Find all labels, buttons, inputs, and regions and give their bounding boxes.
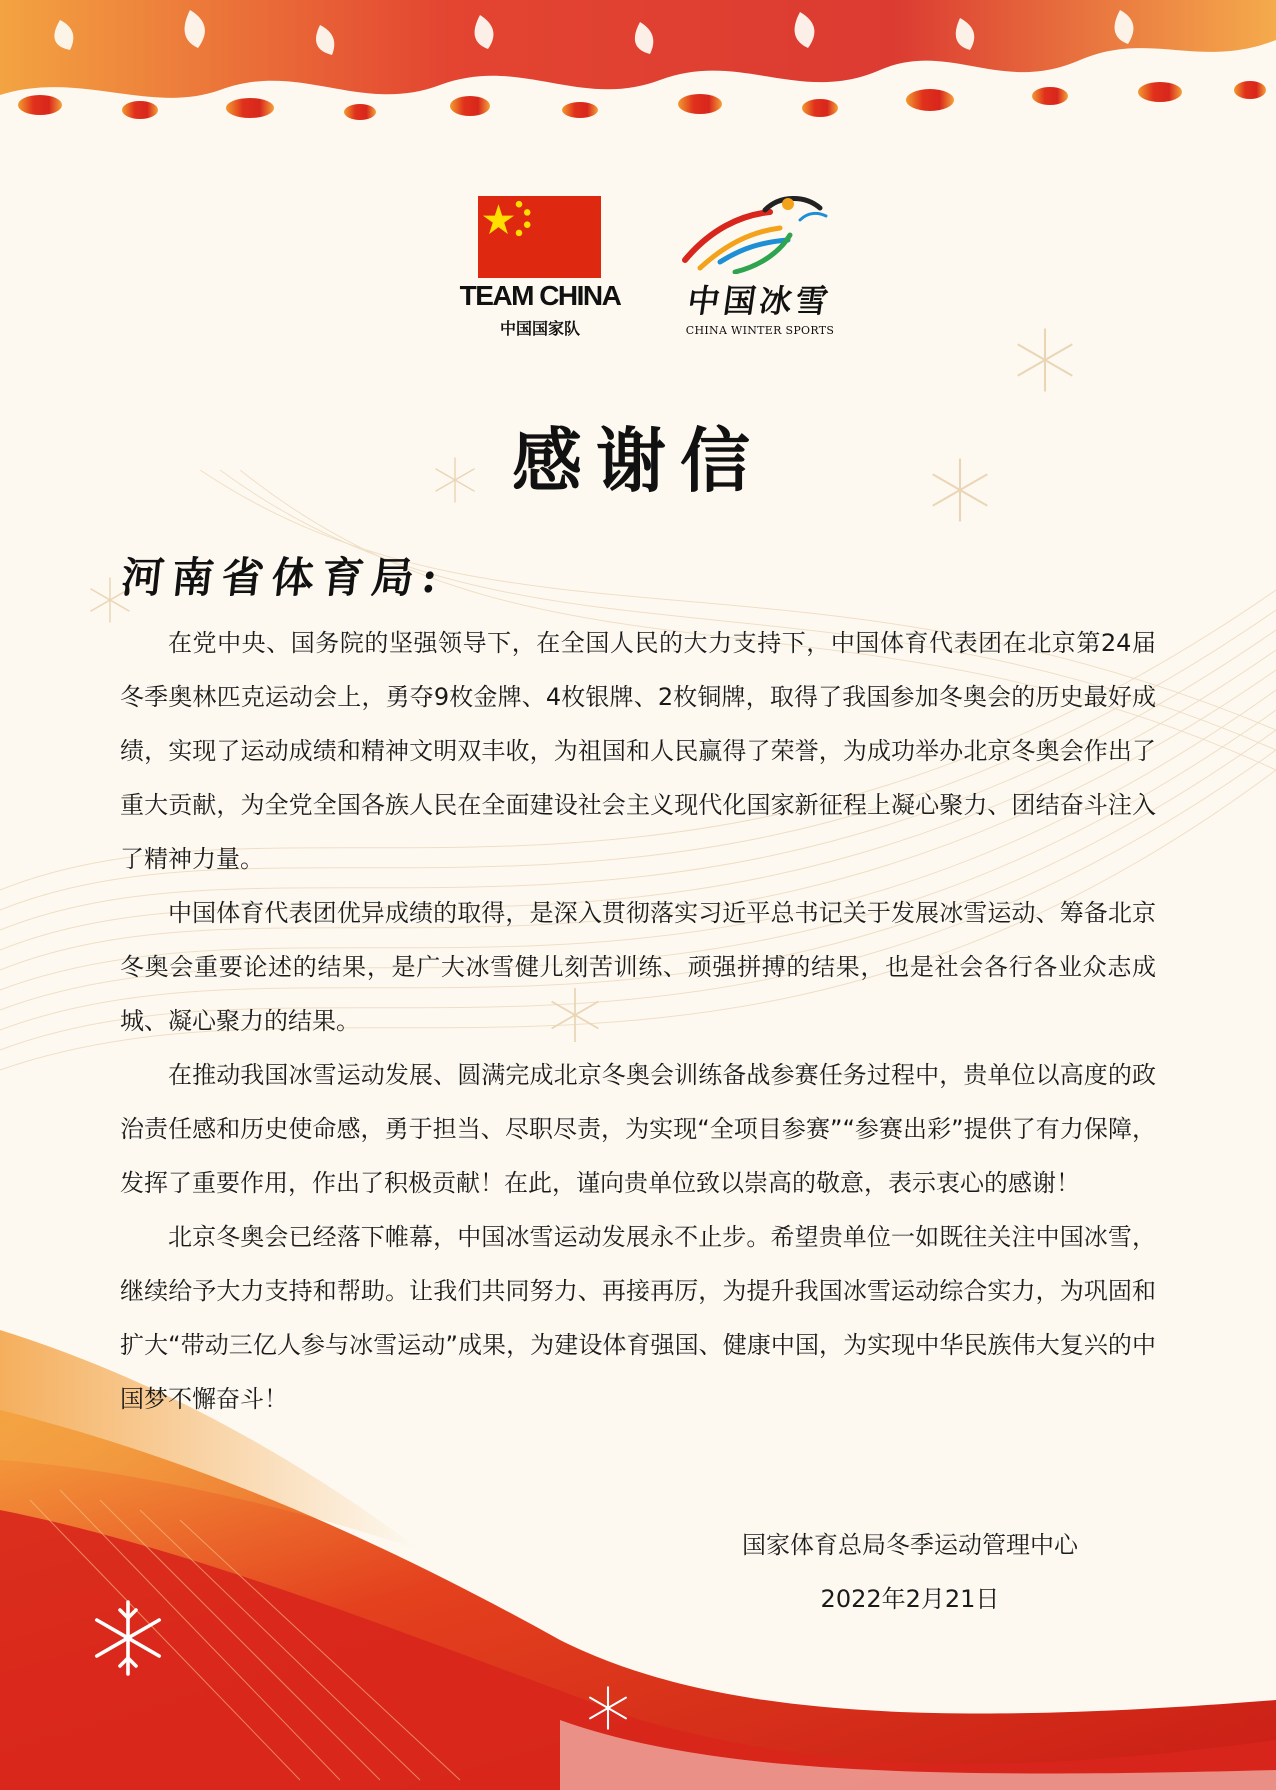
letter-body — [120, 616, 1156, 1426]
snowflake-icon — [585, 1685, 631, 1731]
letter-paragraph: 在党中央、国务院的坚强领导下，在全国人民的大力支持下，中国体育代表团在北京第24届冬季奥林匹克运动会上，勇夺9枚金牌、4枚银牌、2枚铜牌，取得了我国参加冬奥会的历史最好成绩，实现了运动成绩和精神文明双丰收，为祖国和人民赢得了荣誉，为成功举办北京冬奥会作出了重大贡献，为全党全国各族人民在全面建设社会主义现代化国家新征程上凝心聚力、团结奋斗注入了精神力量。 — [120, 629, 1156, 873]
signature-organization: 国家体育总局冬季运动管理中心 — [742, 1531, 1078, 1559]
china-winter-sports-logo-text: 中国冰雪 — [685, 282, 835, 320]
top-flame-border — [0, 0, 1276, 125]
letter-paragraph: 在推动我国冰雪运动发展、圆满完成北京冬奥会训练备战参赛任务过程中，贵单位以高度的政治责任感和历史使命感，勇于担当、尽职尽责，为实现“全项目参赛”“参赛出彩”提供了有力保障，发挥了重要作用，作出了积极贡献！在此，谨向贵单位致以崇高的敬意，表示衷心的感谢！ — [120, 1061, 1156, 1197]
team-china-logo-subtext: 中国国家队 — [499, 319, 580, 338]
signature-date: 2022年2月21日 — [820, 1585, 1000, 1613]
china-winter-sports-logo-icon — [680, 190, 830, 274]
letter-signature — [700, 1518, 1120, 1626]
letter-paragraph: 中国体育代表团优异成绩的取得，是深入贯彻落实习近平总书记关于发展冰雪运动、筹备北京冬奥会重要论述的结果，是广大冰雪健儿刻苦训练、顽强拼搏的结果，也是社会各行各业众志成城、凝心聚力的结果。 — [120, 899, 1156, 1035]
china-flag-icon — [477, 196, 602, 278]
snowflake-icon — [88, 1598, 168, 1678]
china-winter-sports-logo-subtext: CHINA WINTER SPORTS — [685, 324, 835, 337]
letter-title: 感谢信 — [512, 419, 764, 502]
logo-row — [440, 190, 840, 350]
snowflake-icon — [1010, 325, 1080, 395]
letter-paragraph: 北京冬奥会已经落下帷幕，中国冰雪运动发展永不止步。希望贵单位一如既往关注中国冰雪，继续给予大力支持和帮助。让我们共同努力、再接再厉，为提升我国冰雪运动综合实力，为巩固和扩大“带动三亿人参与冰雪运动”成果，为建设体育强国、健康中国，为实现中华民族伟大复兴的中国梦不懈奋斗！ — [120, 1223, 1156, 1413]
team-china-logo-text: TEAM CHINA — [459, 280, 621, 311]
letter-salutation: 河南省体育局: — [119, 553, 448, 602]
